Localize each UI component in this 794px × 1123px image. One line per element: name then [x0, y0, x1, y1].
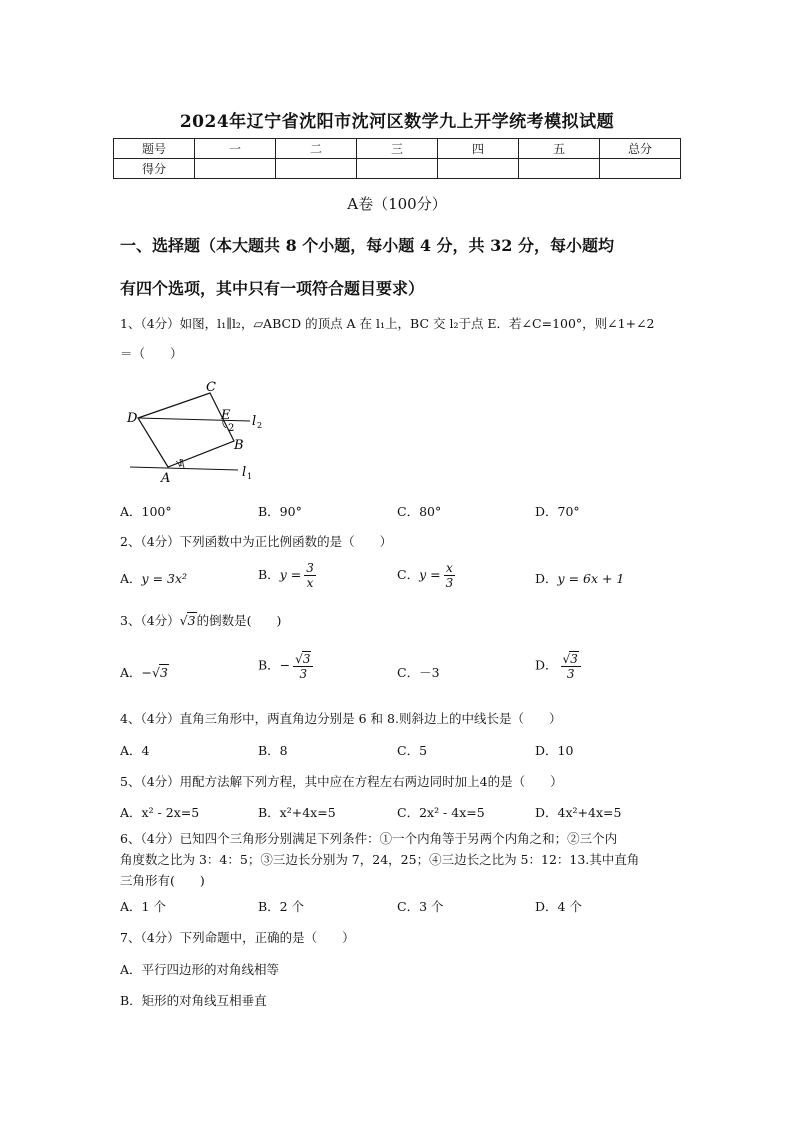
sqrt-icon: √	[152, 665, 160, 680]
option-label: B．	[258, 567, 280, 582]
numerator	[561, 651, 581, 667]
score-header-cell: 五	[519, 139, 600, 159]
label-l1: l	[242, 465, 247, 480]
q1-parallelogram-figure	[120, 378, 280, 488]
q6-option-b: B．2 个	[258, 899, 305, 914]
score-table-score-row	[114, 159, 681, 179]
q2-option-d-formula: y = 6x + 1	[557, 571, 625, 586]
q2-option-c-fraction	[444, 561, 456, 590]
option-label: A．	[120, 571, 142, 586]
label-e: E	[221, 408, 231, 423]
radicand: 3	[159, 665, 168, 680]
label-l2-sub: 2	[257, 421, 263, 430]
q5-option-c: C．2x² - 4x=5	[397, 805, 485, 820]
score-header-cell: 一	[195, 139, 276, 159]
q6-stem-line1: 6、（4分）已知四个三角形分别满足下列条件：①一个内角等于另两个内角之和；②三个内	[120, 831, 618, 846]
line-l2	[138, 418, 250, 421]
q1-option-a: A．100°	[120, 504, 172, 519]
minus-sign: −	[279, 657, 291, 673]
score-header-cell: 四	[438, 139, 519, 159]
exam-title: 2024年辽宁省沈阳市沈河区数学九上开学统考模拟试题	[179, 112, 615, 132]
option-label: D．	[535, 571, 558, 586]
denominator: 3	[445, 576, 454, 590]
score-header-cell: 三	[357, 139, 438, 159]
q4-option-b: B．8	[258, 743, 288, 758]
label-angle-2: 2	[228, 423, 235, 434]
q3-option-c-value: －3	[419, 665, 440, 680]
score-cell	[357, 159, 438, 179]
q4-option-d: D．10	[535, 743, 574, 758]
q2-option-d	[535, 569, 624, 587]
q7-option-a: A．平行四边形的对角线相等	[120, 962, 280, 977]
radicand: 3	[302, 652, 311, 666]
label-c: C	[206, 380, 216, 395]
q2-option-b-lhs: y =	[279, 567, 302, 582]
score-cell	[438, 159, 519, 179]
q3-option-b-fraction	[293, 651, 313, 681]
q6-option-c: C．3 个	[397, 899, 444, 914]
denominator: 3	[299, 667, 308, 681]
q3-option-d-fraction	[561, 651, 581, 681]
minus-sign: −	[141, 665, 153, 680]
score-header-cell: 二	[276, 139, 357, 159]
parallelogram-abcd	[138, 393, 234, 467]
numerator	[293, 651, 313, 667]
option-label: A．	[120, 665, 142, 680]
q2-option-b	[258, 561, 316, 590]
option-label: C．	[397, 567, 420, 582]
q2-option-b-fraction	[304, 561, 316, 590]
q1-option-b: B．90°	[258, 504, 302, 519]
numerator: x	[444, 561, 456, 576]
q2-option-a-formula: y = 3x²	[141, 571, 188, 586]
q1-option-c: C．80°	[397, 504, 442, 519]
q6-stem-line3: 三角形有( )	[120, 873, 205, 888]
label-a: A	[161, 471, 171, 486]
radicand: 3	[570, 652, 578, 666]
q5-option-d: D．4x²+4x=5	[535, 805, 622, 820]
q5-option-a: A．x² - 2x=5	[120, 805, 200, 820]
q1-stem-line2: ＝（ ）	[120, 346, 183, 361]
q4-option-c: C．5	[397, 743, 428, 758]
score-cell	[195, 159, 276, 179]
q2-stem: 2、（4分）下列函数中为正比例函数的是（ ）	[120, 534, 393, 549]
label-b: B	[234, 438, 244, 453]
score-header-cell: 总分	[600, 139, 681, 159]
q2-option-a	[120, 569, 187, 587]
score-table	[113, 138, 681, 179]
q1-stem-line1: 1、（4分）如图，l₁∥l₂，▱ABCD 的顶点 A 在 l₁上，BC 交 l₂于点 E．若∠C=100°，则∠1+∠2	[120, 316, 655, 331]
q3-stem-prefix: 3、（4分）	[120, 613, 180, 628]
q7-option-b: B．矩形的对角线互相垂直	[120, 993, 267, 1008]
numerator: 3	[306, 561, 314, 575]
part1-heading-line2: 有四个选项，其中只有一项符合题目要求）	[120, 279, 425, 298]
option-label: D．	[535, 657, 558, 673]
sqrt-icon: √	[295, 652, 303, 666]
q3-stem-radicand: 3	[187, 613, 196, 628]
q3-option-a	[120, 663, 169, 681]
label-l2: l	[252, 414, 257, 429]
q3-stem-suffix: 的倒数是( )	[196, 613, 282, 628]
q1-option-d: D．70°	[535, 504, 580, 519]
sqrt-icon: √	[562, 652, 571, 666]
denominator: 3	[566, 667, 575, 681]
score-cell	[600, 159, 681, 179]
label-d: D	[127, 411, 138, 426]
q7-stem: 7、（4分）下列命题中，正确的是（ ）	[120, 930, 355, 945]
q3-option-b	[258, 651, 313, 681]
q2-option-c	[397, 561, 455, 590]
denominator: x	[306, 576, 314, 590]
q6-stem-line2: 角度数之比为 3：4：5；③三边长分别为 7，24，25；④三边长之比为 5：12：13.其中直角	[120, 852, 640, 867]
score-cell	[276, 159, 357, 179]
part1-heading-line1: 一、选择题（本大题共 8 个小题，每小题 4 分，共 32 分，每小题均	[120, 236, 614, 255]
section-a-heading: A卷（100分）	[347, 195, 447, 213]
label-angle-1: 1	[178, 459, 184, 469]
q2-option-c-lhs: y =	[419, 567, 441, 582]
score-row-label: 得分	[114, 159, 195, 179]
q4-stem: 4、（4分）直角三角形中，两直角边分别是 6 和 8.则斜边上的中线长是（ ）	[120, 711, 562, 726]
option-label: C．	[397, 665, 420, 680]
q4-option-a: A．4	[120, 743, 150, 758]
score-header-cell: 题号	[114, 139, 195, 159]
q3-option-c	[397, 663, 440, 681]
score-cell	[519, 159, 600, 179]
score-table-header-row	[114, 139, 681, 159]
q6-option-a: A．1 个	[120, 899, 166, 914]
q3-stem	[120, 611, 281, 629]
q5-option-b: B．x²+4x=5	[258, 805, 336, 820]
q3-option-d	[535, 651, 581, 681]
q5-stem: 5、（4分）用配方法解下列方程，其中应在方程左右两边同时加上4的是（ ）	[120, 774, 563, 789]
sqrt-icon: √	[179, 613, 188, 628]
q6-option-d: D．4 个	[535, 899, 582, 914]
label-l1-sub: 1	[247, 472, 253, 481]
option-label: B．	[258, 657, 280, 673]
